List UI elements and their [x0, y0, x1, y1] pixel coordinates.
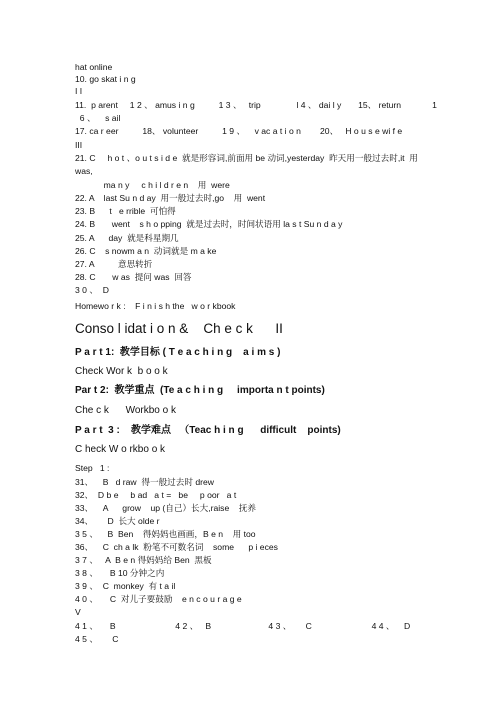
part-heading: P a r t 3 : 教学难点 （Teac h i n g difficult points)	[75, 425, 341, 436]
section-heading: Conso l idat i o n & Ch e c k II	[75, 321, 283, 336]
text-line: Check Wor k b o o k	[75, 366, 168, 377]
text-line: 11. p arent 1 2 、 amus i n g 1 3 、 trip l 4 、 dai l y 15、 return 1	[75, 100, 437, 110]
text-line: III	[75, 140, 83, 150]
text-line: 3 8 、 B 10 分钟之内	[75, 568, 165, 578]
text-line: 6 、 s ail	[75, 113, 121, 123]
text-line: 23. B t e rrible 可怕得	[75, 206, 176, 216]
text-line: ma n y c h i l d r e n 用 were	[75, 180, 230, 190]
text-line: 26. C s nowm a n 动词就是 m a ke	[75, 246, 217, 256]
text-line: 4 1 、 B 4 2 、 B 4 3 、 C 4 4 、 D	[75, 621, 411, 631]
text-line: 3 5 、 B Ben 得妈妈也画画，B e n 用 too	[75, 529, 256, 539]
text-line: 32、 D b e b ad a t = be p oor a t	[75, 490, 237, 500]
text-line: Step 1 :	[75, 463, 110, 473]
text-line: 33、 A grow up (自己）长大,raise 抚养	[75, 503, 256, 513]
text-line: 36、 C ch a lk 粉笔不可数名词 some p i eces	[75, 542, 278, 552]
text-line: I I	[75, 86, 83, 96]
text-line: hat online	[75, 62, 113, 72]
text-line: 17. ca r eer 18、 volunteer 1 9 、 v ac a t i o n 20、 H o u s e wi f e	[75, 126, 403, 136]
text-line: 34、 D 长大 olde r	[75, 516, 160, 526]
text-line: 4 5 、 C	[75, 634, 119, 644]
text-line: 22. A last Su n d ay 用一般过去时,go 用 went	[75, 193, 266, 203]
part-heading: Par t 2: 教学重点 (Te a c h i n g importa n t points)	[75, 385, 325, 396]
text-line: 10. go skat i n g	[75, 74, 136, 84]
text-line: 3 9 、 C monkey 有 t a il	[75, 581, 176, 591]
text-line: 21. C h o t 、o u t s i d e 就是形容词,前面用 be 动词,yesterday 昨天用一般过去时,it 用	[75, 153, 418, 163]
text-line: 4 0 、 C 对儿子要鼓励 e n c o u r a g e	[75, 594, 242, 604]
text-line: 28. C w as 提问 was 回答	[75, 272, 192, 282]
text-line: 3 0 、 D	[75, 285, 109, 295]
text-line: Homewo r k : F i n i s h the w o r kbook	[75, 301, 236, 311]
text-line: Che c k Workbo o k	[75, 405, 176, 416]
part-heading: P a r t 1: 教学目标 ( T e a c h i n g a i m s )	[75, 347, 281, 358]
text-line: 27. A 意思转折	[75, 259, 153, 269]
text-line: 24. B went s h o pping 就是过去时，时间状语用 la s t Su n d a y	[75, 219, 343, 229]
text-line: 25. A day 就是科星期几	[75, 233, 179, 243]
text-line: V	[75, 607, 81, 617]
text-line: was,	[75, 166, 93, 176]
text-line: C heck W o rkbo o k	[75, 444, 166, 455]
text-line: 31、 B d raw 得一般过去时 drew	[75, 477, 214, 487]
text-line: 3 7 、 A B e n 得妈妈给 Ben 黑板	[75, 555, 212, 565]
